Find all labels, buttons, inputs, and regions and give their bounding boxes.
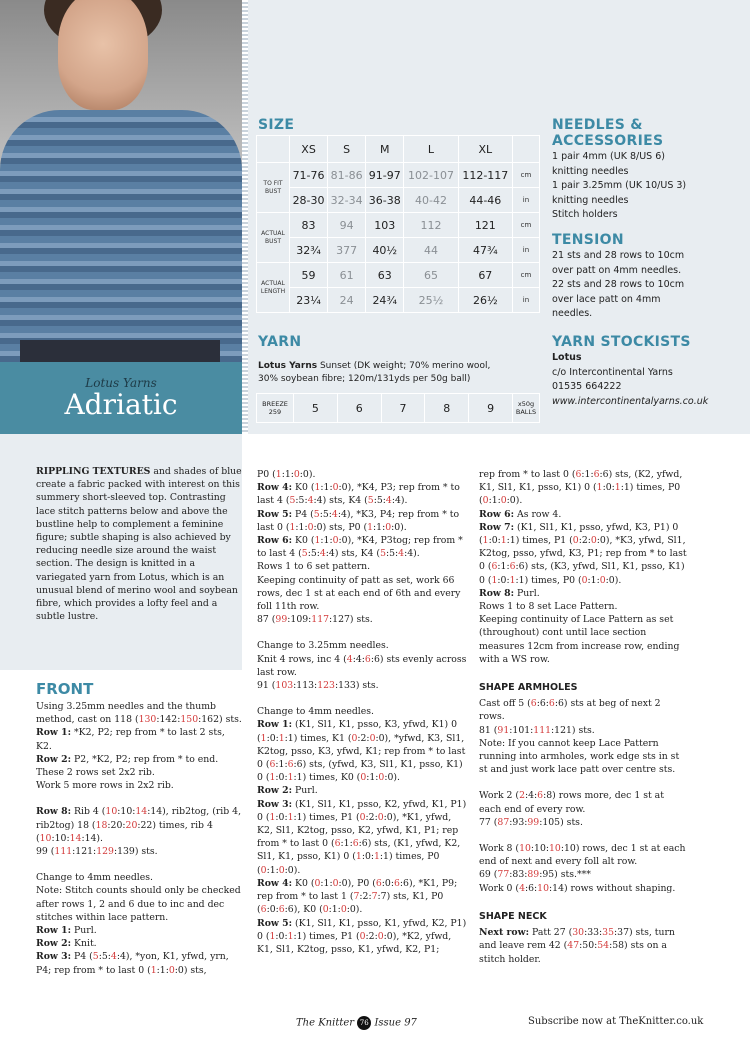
stockist-website[interactable]: www.intercontinentalyarns.co.uk xyxy=(552,395,709,407)
tension-line: 22 sts and 28 rows to 10cm xyxy=(552,279,685,290)
issue-label: Issue 97 xyxy=(374,1017,417,1029)
size-cell: 94 xyxy=(328,213,366,238)
yarn-description xyxy=(258,360,506,385)
size-cell: 59 xyxy=(290,263,328,288)
tension-line: over lace patt on 4mm xyxy=(552,293,661,305)
yarn-name: Lotus Yarns xyxy=(258,361,318,371)
intro-text: RIPPLING TEXTURES and shades of blue create a fabric packed with interest on this summery short-sleeved top. Contrasting lace stitch patterns below and above the bustline help to complement a feminine figure; subtle shaping is also achieved by reducing needle size around the waist section. The design is knitted in a variegated yarn from Lotus, which is an unusual blend of merino wool and soybean fibre, which provides a lofty feel and a subtle lustre. xyxy=(36,466,242,623)
tension-list xyxy=(552,249,684,322)
footer-issue xyxy=(296,1016,417,1030)
size-cell: 23¼ xyxy=(290,288,328,313)
size-cell: 24 xyxy=(328,288,366,313)
stockist-line: c/o Intercontinental Yarns xyxy=(552,366,673,378)
stockists-title: YARN STOCKISTS xyxy=(552,334,691,350)
page-number: 76 xyxy=(357,1016,371,1030)
model-skirt xyxy=(20,340,220,362)
size-cell: 36-38 xyxy=(366,188,404,213)
size-cell: 61 xyxy=(328,263,366,288)
yarn-cell: 7 xyxy=(381,394,425,423)
needles-line: knitting needles xyxy=(552,194,629,206)
size-cell: 47¾ xyxy=(458,238,512,263)
size-cell: 65 xyxy=(404,263,458,288)
yarn-title: YARN xyxy=(258,334,302,350)
size-cell: 44 xyxy=(404,238,458,263)
stockists-info xyxy=(552,351,722,409)
row-label: TO FIT BUST xyxy=(257,163,290,213)
size-cell: 83 xyxy=(290,213,328,238)
unit-cell: cm xyxy=(513,213,540,238)
front-column-2: P0 (1:1:0:0). Row 4: K0 (1:1:0:0), *K4, P3; rep from * to last 4 (5:5:4:4) sts, K4 (5:5:4:4). Row 5: P4 (5:5:4:4), *K3, P4; rep from * to last 0 (1:1:0:0) sts, P0 (1:1:0:0). Row 6: K0 (1:1:0:0), *K4, P3tog; rep from * to last 4 (5:5:4:4) sts, K4 (5:5:4:4). Rows 1 to 6 set pattern. Keeping continuity of patt as set, work 66 rows, dec 1 st at each end of 6th and every foll 11th row. 87 (99:109:117:127) sts. Change to 3.25mm needles. Knit 4 rows, inc 4 (4:4:6:6) sts evenly across last row. 91 (103:113:123:133) sts. Change to 4mm needles. Row 1: (K1, Sl1, K1, psso, K3, yfwd, K1) 0 (1:0:1:1) times, K1 (0:2:0:0), *yfwd, K3, Sl1, K2tog, psso, K3, yfwd, K1; rep from * to last 0 (6:1:6:6) sts, (yfwd, K3, Sl1, K1, psso, K1) 0 (1:0:1:1) times, K0 (0:1:0:0). Row 2: Purl. Row 3: (K1, Sl1, K1, psso, K2, yfwd, K1, P1) 0 (1:0:1:1) times, P1 (0:2:0:0), *K1, yfwd, K2, Sl1, K2tog, psso, K2, yfwd, K1, P1; rep from * to last 0 (6:1:6:6) sts, (K1, yfwd, K2, Sl1, K1, psso, K1) 0 (1:0:1:1) times, P0 (0:1:0:0). Row 4: K0 (0:1:0:0), P0 (6:0:6:6), *K1, P9; rep from * to last 1 (7:2:7:7) sts, K1, P0 (6:0:6:6), K0 (0:1:0:0). Row 5: (K1, Sl1, K1, psso, K1, yfwd, K2, P1) 0 (1:0:1:1) times, P1 (0:2:0:0), *K2, yfwd, K1, Sl1, K2tog, psso, K1, yfwd, K2, P1; xyxy=(257,469,467,955)
size-cell: 32¾ xyxy=(290,238,328,263)
shade-label: BREEZE 259 xyxy=(257,394,294,423)
size-header-row xyxy=(257,136,540,163)
size-cell: 81-86 xyxy=(328,163,366,188)
model-face xyxy=(58,0,148,110)
size-cell: 103 xyxy=(366,213,404,238)
yarn-spec: Sunset (DK weight; 70% merino wool, 30% soybean fibre; 120m/131yds per 50g ball) xyxy=(258,361,491,384)
needles-list xyxy=(552,150,686,223)
row-label: ACTUAL BUST xyxy=(257,213,290,263)
unit-cell: in xyxy=(513,188,540,213)
size-cell: 112-117 xyxy=(458,163,512,188)
size-cell: 40½ xyxy=(366,238,404,263)
size-cell: 121 xyxy=(458,213,512,238)
size-row xyxy=(257,238,540,263)
size-corner xyxy=(257,136,290,163)
needles-line: knitting needles xyxy=(552,165,629,177)
unit-cell: cm xyxy=(513,163,540,188)
row-label: ACTUAL LENGTH xyxy=(257,263,290,313)
size-header: XL xyxy=(458,136,512,163)
size-cell: 67 xyxy=(458,263,512,288)
size-table xyxy=(256,135,540,313)
size-row xyxy=(257,213,540,238)
yarn-cell: 5 xyxy=(294,394,338,423)
needles-line: 1 pair 3.25mm (UK 10/US 3) xyxy=(552,180,687,191)
yarn-row xyxy=(257,394,540,423)
unit-cell: in xyxy=(513,238,540,263)
needles-line: Stitch holders xyxy=(552,209,618,220)
stockist-name: Lotus xyxy=(552,352,582,363)
yarn-cell: 8 xyxy=(425,394,469,423)
size-cell: 28-30 xyxy=(290,188,328,213)
needles-line: 1 pair 4mm (UK 8/US 6) xyxy=(552,151,665,162)
size-title: SIZE xyxy=(258,117,295,133)
knitted-top-image xyxy=(0,110,242,362)
front-section-title: FRONT xyxy=(36,680,94,698)
tension-title: TENSION xyxy=(552,232,624,248)
size-cell: 91-97 xyxy=(366,163,404,188)
unit-cell: in xyxy=(513,288,540,313)
size-cell: 377 xyxy=(328,238,366,263)
needles-title: NEEDLES & ACCESSORIES xyxy=(552,117,664,149)
yarn-unit: x50g BALLS xyxy=(513,394,540,423)
design-title: Adriatic xyxy=(64,388,178,421)
size-cell: 44-46 xyxy=(458,188,512,213)
size-cell: 24¾ xyxy=(366,288,404,313)
yarn-cell: 6 xyxy=(337,394,381,423)
size-row xyxy=(257,288,540,313)
size-cell: 32-34 xyxy=(328,188,366,213)
size-corner xyxy=(513,136,540,163)
size-header: L xyxy=(404,136,458,163)
size-cell: 102-107 xyxy=(404,163,458,188)
tension-line: needles. xyxy=(552,308,593,319)
brand-label: Lotus Yarns xyxy=(85,376,157,390)
size-cell: 112 xyxy=(404,213,458,238)
hero-photo xyxy=(0,0,242,362)
magazine-name: The Knitter xyxy=(296,1017,355,1029)
size-header: S xyxy=(328,136,366,163)
size-cell: 71-76 xyxy=(290,163,328,188)
front-column-3: rep from * to last 0 (6:1:6:6) sts, (K2, yfwd, K1, Sl1, K1, psso, K1) 0 (1:0:1:1) times, P0 (0:1:0:0). Row 6: As row 4. Row 7: (K1, Sl1, K1, psso, yfwd, K3, P1) 0 (1:0:1:1) times, P1 (0:2:0:0), *K3, yfwd, Sl1, K2tog, psso, yfwd, K3, P1; rep from * to last 0 (6:1:6:6) sts, (K3, yfwd, Sl1, K1, psso, K1) 0 (1:0:1:1) times, P0 (0:1:0:0). Row 8: Purl. Rows 1 to 8 set Lace Pattern. Keeping continuity of Lace Pattern as set (throughout) cont until lace section measures 12cm from increase row, ending with a WS row. SHAPE ARMHOLES Cast off 5 (6:6:6:6) sts at beg of next 2 rows. 81 (91:101:111:121) sts. Note: If you cannot keep Lace Pattern running into armholes, work edge sts in st st and just work lace patt over centre sts. Work 2 (2:4:6:8) rows more, dec 1 st at each end of every row. 77 (87:93:99:105) sts. Work 8 (10:10:10:10) rows, dec 1 st at each end of next and every foll alt row. 69 (77:83:89:95) sts.*** Work 0 (4:6:10:14) rows without shaping. SHAPE NECK Next row: Patt 27 (30:33:35:37) sts, turn and leave rem 42 (47:50:54:58) sts on a stitch holder. xyxy=(479,469,687,965)
size-cell: 40-42 xyxy=(404,188,458,213)
unit-cell: cm xyxy=(513,263,540,288)
size-row xyxy=(257,163,540,188)
tension-line: 21 sts and 28 rows to 10cm xyxy=(552,250,685,261)
footer-subscribe[interactable]: Subscribe now at TheKnitter.co.uk xyxy=(528,1016,704,1027)
yarn-cell: 9 xyxy=(469,394,513,423)
tension-line: over patt on 4mm needles. xyxy=(552,264,682,276)
size-header: XS xyxy=(290,136,328,163)
size-row xyxy=(257,188,540,213)
front-column-1: Using 3.25mm needles and the thumb method, cast on 118 (130:142:150:162) sts. Row 1: *K2, P2; rep from * to last 2 sts, K2. Row 2: P2, *K2, P2; rep from * to end. These 2 rows set 2x2 rib. Work 5 more rows in 2x2 rib. Row 8: Rib 4 (10:10:14:14), rib2tog, (rib 4, rib2tog) 18 (18:20:20:22) times, rib 4 (10:10:14:14). 99 (111:121:129:139) sts. Change to 4mm needles. Note: Stitch counts should only be checked after rows 1, 2 and 6 due to inc and dec stitches within lace pattern. Row 1: Purl. Row 2: Knit. Row 3: P4 (5:5:4:4), *yon, K1, yfwd, yrn, P4; rep from * to last 0 (1:1:0:0) sts, xyxy=(36,701,242,976)
yarn-table xyxy=(256,393,540,423)
size-cell: 25½ xyxy=(404,288,458,313)
stockist-line: 01535 664222 xyxy=(552,381,622,392)
size-cell: 26½ xyxy=(458,288,512,313)
size-row xyxy=(257,263,540,288)
size-cell: 63 xyxy=(366,263,404,288)
size-header: M xyxy=(366,136,404,163)
